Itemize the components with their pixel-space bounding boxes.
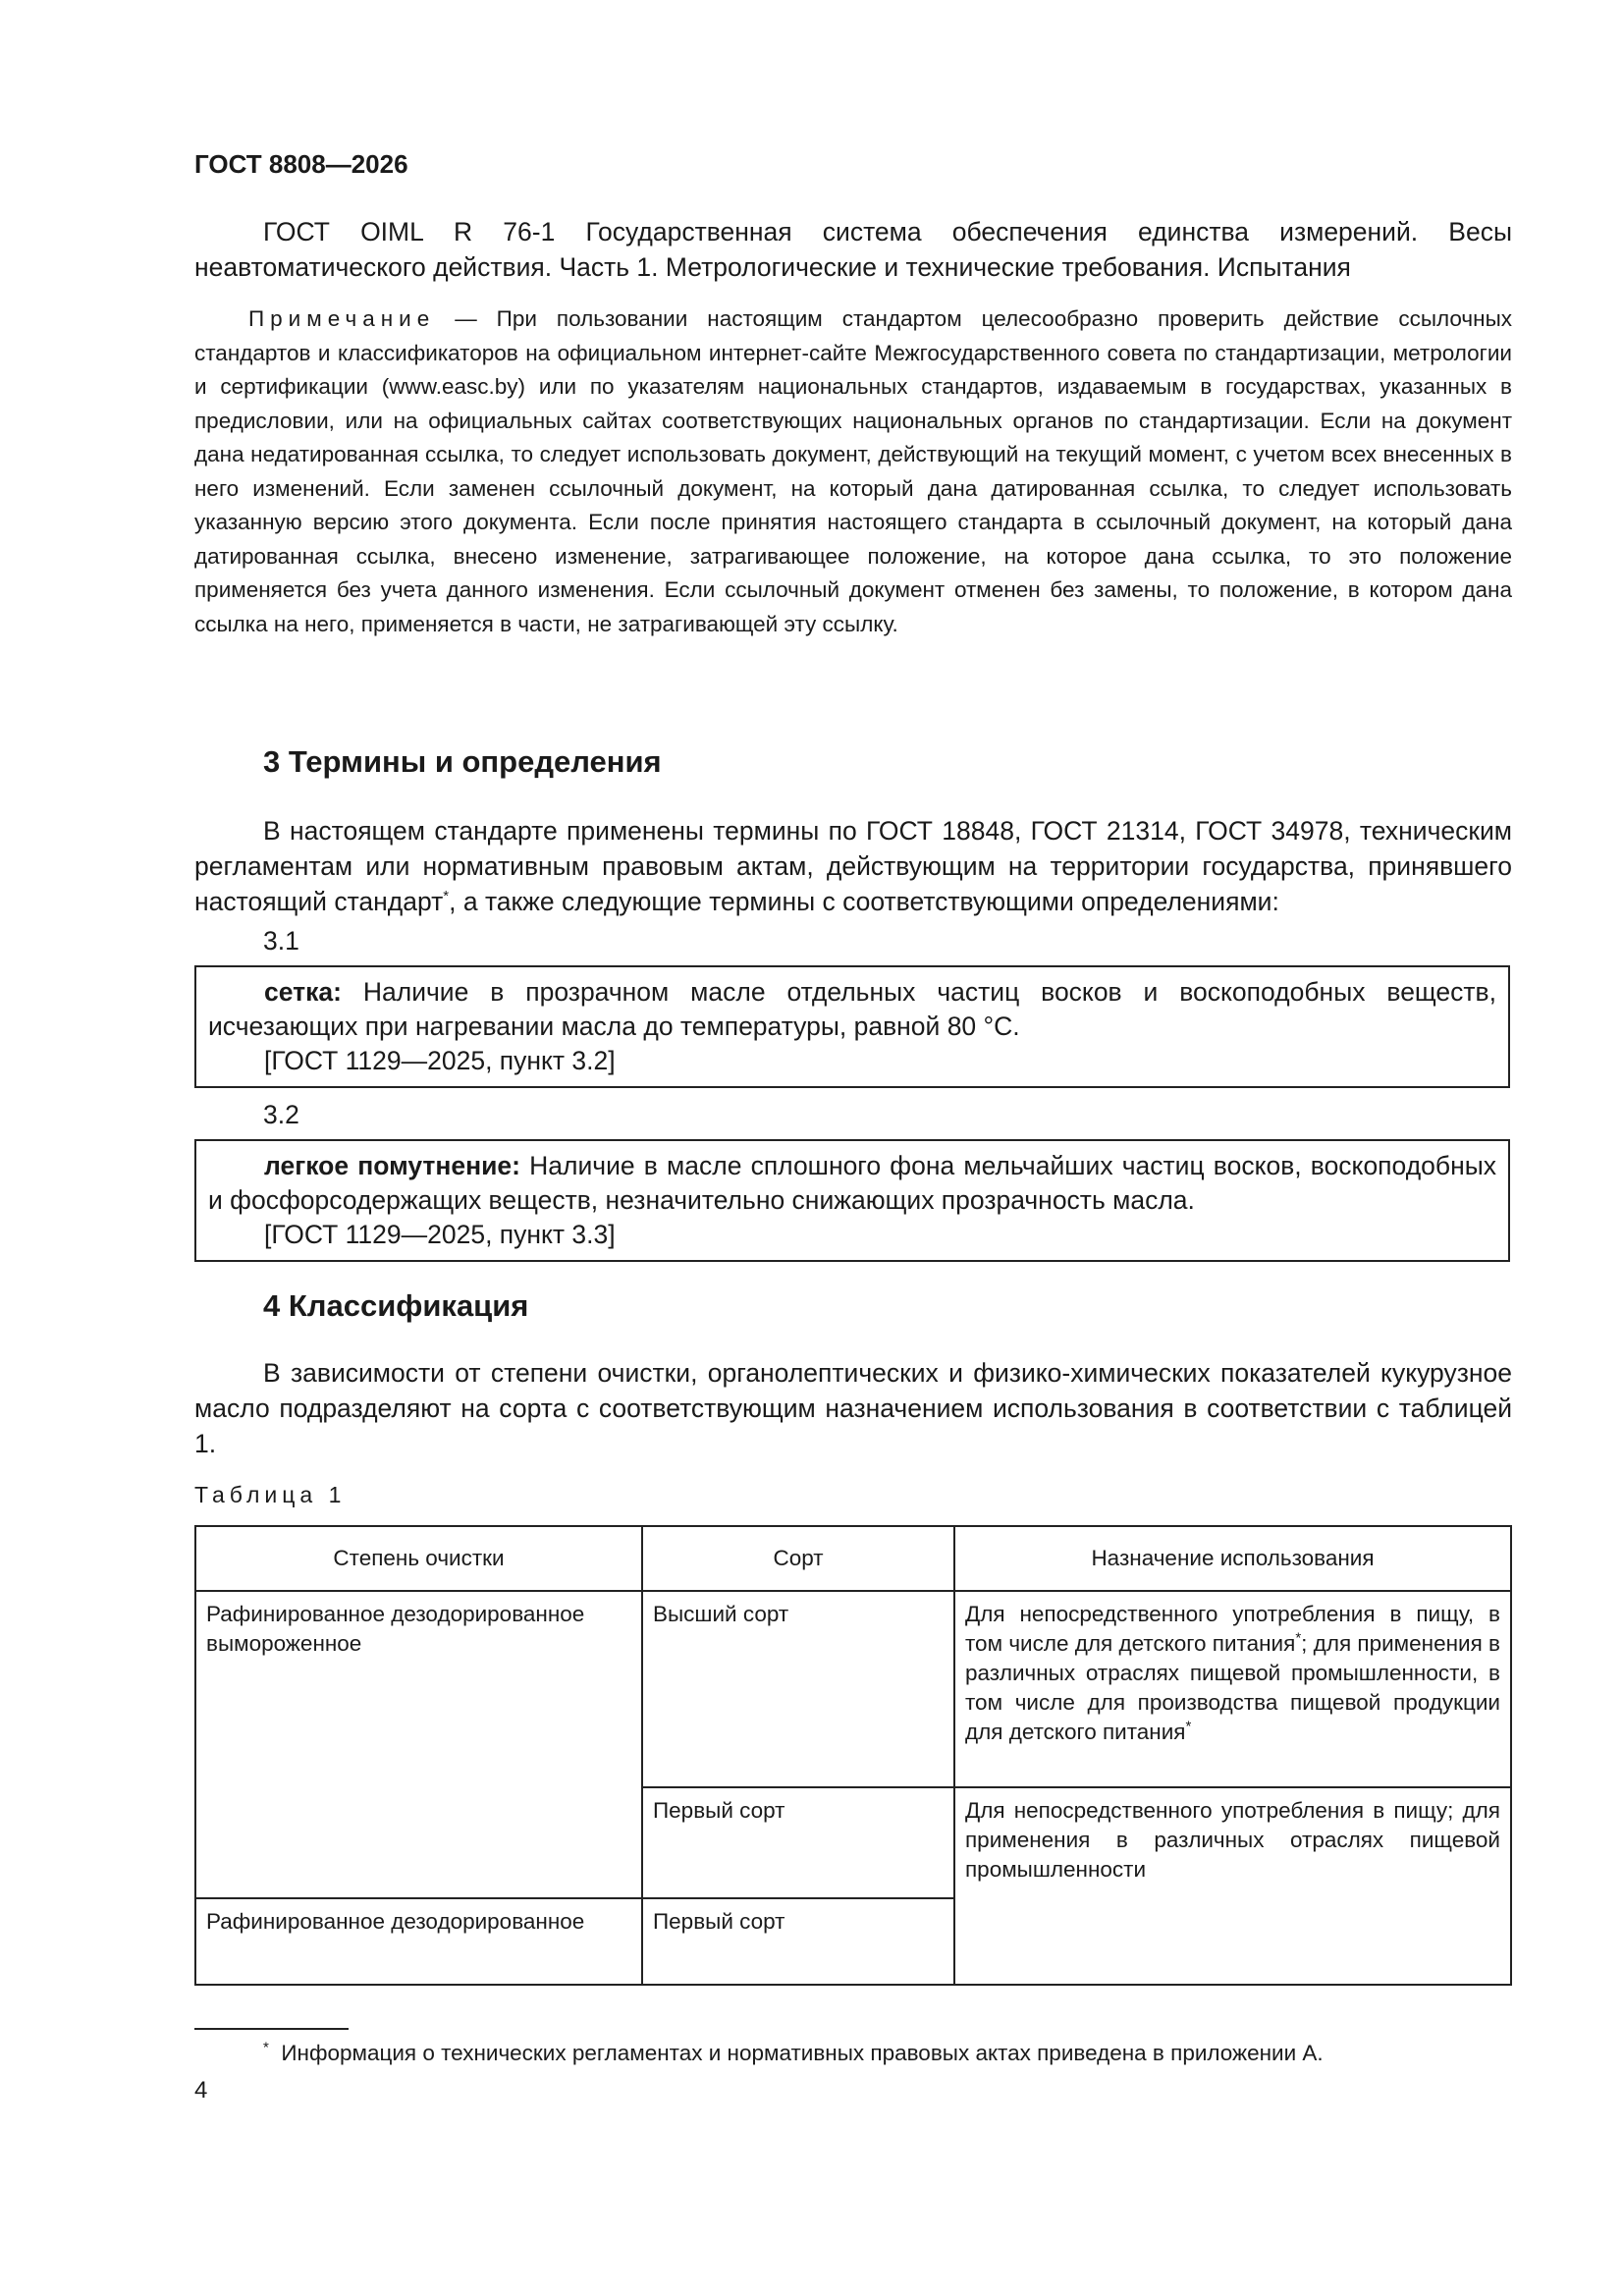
term-source: [ГОСТ 1129—2025, пункт 3.2]: [264, 1046, 616, 1075]
term-number: 3.1: [263, 926, 299, 956]
column-header: Степень очистки: [195, 1526, 642, 1591]
definition-text: Наличие в масле сплошного фона мельчайших частиц восков, воскоподобных и фосфорсодержащих веществ, незначительно снижающих прозрачность масла.: [208, 1151, 1497, 1215]
term-name: сетка:: [264, 977, 342, 1007]
footnote: [263, 2041, 1324, 2066]
classification-table: [194, 1525, 1512, 1986]
purpose-text: ; для применения в различных отраслях пищевой промышленности, в том числе для производства пищевой продукции для детского питания: [965, 1631, 1501, 1744]
term-definition: [208, 1149, 1496, 1218]
table-row: [195, 1591, 1511, 1787]
section-3-heading: 3 Термины и определения: [263, 744, 662, 779]
column-header: Сорт: [642, 1526, 954, 1591]
page-number: 4: [194, 2077, 208, 2104]
grade-cell: Первый сорт: [642, 1898, 954, 1985]
term-source: [ГОСТ 1129—2025, пункт 3.3]: [264, 1220, 616, 1249]
note-text: — При пользовании настоящим стандартом целесообразно проверить действие ссылочных стандартов и классификаторов на официальном интернет-сайте Межгосударственного совета по стандартизации, метрологии и сертификации (www.easc.by) или по указателям национальных стандартов, издаваемым в государствах, указанных в предисловии, или на официальных сайтах соответствующих национальных органов по стандартизации. Если на документ дана недатированная ссылка, то следует использовать документ, действующий на текущий момент, с учетом всех внесенных в него изменений. Если заменен ссылочный документ, на который дана датированная ссылка, то следует использовать указанную версию этого документа. Если после принятия настоящего стандарта в ссылочный документ, на который дана датированная ссылка, внесено изменение, затрагивающее положение, на которое дана ссылка, то это положение применяется без учета данного изменения. Если ссылочный документ отменен без замены, то положение, в котором дана ссылка на него, применяется в части, не затрагивающей эту ссылку.: [194, 306, 1512, 636]
section-3-intro: [194, 813, 1512, 919]
purpose-cell: [954, 1591, 1511, 1787]
footnote-mark: *: [443, 888, 450, 905]
reference-entry: ГОСТ OIML R 76-1 Государственная система обеспечения единства измерений. Весы неавтоматического действия. Часть 1. Метрологические и технические требования. Испытания: [194, 217, 1512, 282]
term-definition: [208, 975, 1496, 1044]
grade-cell: Первый сорт: [642, 1787, 954, 1898]
footnote-mark: *: [1295, 1629, 1302, 1647]
table-header-row: [195, 1526, 1511, 1591]
section-4-intro: В зависимости от степени очистки, органолептических и физико-химических показателей кукурузное масло подразделяют на сорта с соответствующим назначением использования в соответствии с таблицей 1.: [194, 1358, 1512, 1458]
intro-text: В настоящем стандарте применены термины по ГОСТ 18848, ГОСТ 21314, ГОСТ 34978, техническим регламентам или нормативным правовым актам, действующим на территории государства, принявшего настоящий стандарт: [194, 816, 1512, 916]
intro-text-end: , а также следующие термины с соответствующими определениями:: [449, 887, 1279, 916]
footnote-mark: *: [1185, 1718, 1192, 1735]
section-4-heading: 4 Классификация: [263, 1288, 529, 1323]
purpose-cell: Для непосредственного употребления в пищу; для применения в различных отраслях пищевой промышленности: [954, 1787, 1511, 1985]
footnote-separator: [194, 2028, 349, 2030]
table-caption: Таблица 1: [194, 1482, 347, 1507]
note-label: Примечание: [248, 306, 436, 331]
term-number: 3.2: [263, 1100, 299, 1129]
purpose-text: Для непосредственного употребления в пищу, в том числе для детского питания: [965, 1602, 1500, 1656]
document-code: ГОСТ 8808—2026: [194, 149, 408, 179]
degree-cell: Рафинированное дезодорированное вымороженное: [195, 1591, 642, 1898]
footnote-mark: *: [263, 2039, 269, 2056]
column-header: Назначение использования: [954, 1526, 1511, 1591]
term-name: легкое помутнение:: [264, 1151, 520, 1180]
term-box: [194, 1139, 1510, 1262]
term-box: [194, 965, 1510, 1088]
references-note: [194, 302, 1512, 641]
degree-cell: Рафинированное дезодорированное: [195, 1898, 642, 1985]
footnote-text: Информация о технических регламентах и нормативных правовых актах приведена в приложении А.: [281, 2041, 1324, 2065]
grade-cell: Высший сорт: [642, 1591, 954, 1787]
definition-text: Наличие в прозрачном масле отдельных частиц восков и воскоподобных веществ, исчезающих при нагревании масла до температуры, равной 80 °С.: [208, 977, 1496, 1041]
